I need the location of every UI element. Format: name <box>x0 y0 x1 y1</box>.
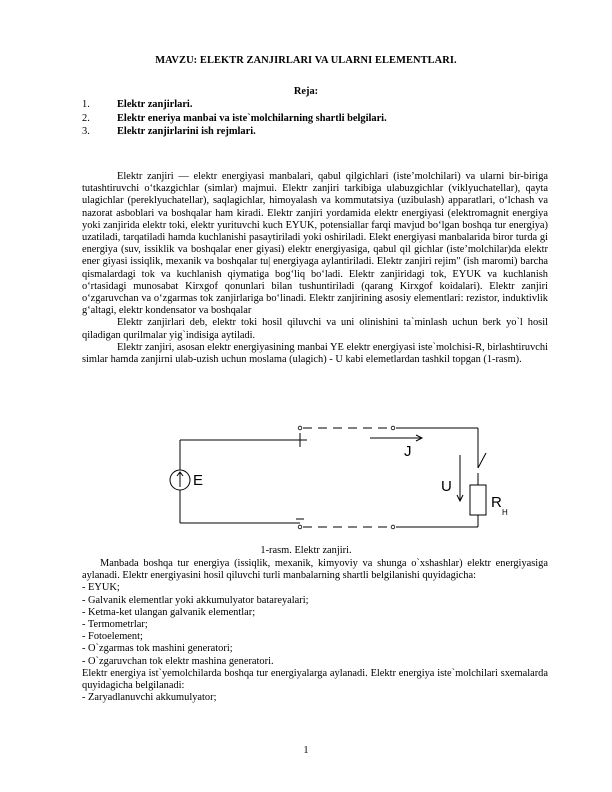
plan-item-number: 1. <box>82 99 90 110</box>
resistor-label: R <box>491 494 502 511</box>
figure-caption: 1-rasm. Elektr zanjiri. <box>260 545 352 556</box>
switch-symbol <box>478 453 486 468</box>
resistor-symbol <box>470 485 486 515</box>
page-number: 1 <box>303 745 309 756</box>
circuit-diagram <box>160 423 510 543</box>
plan-item-number: 3. <box>82 126 90 138</box>
terminal <box>391 525 395 529</box>
plan-item-text: Elektr zanjirlarini ish rejmlari. <box>117 126 256 138</box>
document-title: MAVZU: ELEKTR ZANJIRLARI VA ULARNI ELEMENTLARI. <box>155 55 457 66</box>
source-label: E <box>193 472 204 489</box>
terminal <box>298 426 302 430</box>
terminal <box>391 426 395 430</box>
plan-item <box>82 98 542 112</box>
paragraph: Manbada boshqa tur energiya (issiqlik, mexanik, kimyoviy va shunga o`xshashlar) elektr energiyasiga aylanadi. Elektr energiyasini hosil qiluvchi turli manbalarning shartli belgilanishi quyidagicha: <box>82 558 548 582</box>
list-item: - O`zgarmas tok mashini generatori; <box>82 643 233 655</box>
paragraph: Elektr zanjiri — elektr energiyasi manbalari, qabul qilgichlari (iste’molchilari) va ularni bir-biriga tutashtiruvchi o‘tkazgichlar (simlar) majmui. Elektr zanjiri tarkibiga ulabuzgichlar (viklyuchatellar), qayta ulagichlar (pereklyuchatellar), saqlagichlar, himoyalash va kommutatsiya (uzibulash) apparatlari, o‘lchash va nazorat asboblari va boshqalar ham kiradi. Elektr zanjiri yordamida elektr energiyasi (elektromagnit energiya yoki zanjirida elektr toki, elektr yurituvchi kuch EYUK, potensiallar farqi mavjud bo‘lgan boshqa tur energiya) uzatiladi, tarqatiladi hamda kuchlanishi pasaytiriladi yoki oshiriladi. Elekt energiyasi manbalarida biror turda gi energiya (suv, issiklik va boshqalar ener giyasi) elektr energiyasiga, qabul qil gichlar (iste’molchilar)da elektr ener giyasi issiqlik, mexanik va boshqalar tu| energiyaga aylantiriladi. Elektr zanjiri rejim" (ish maromi) barcha qismalardagi tok va kuchlanish qiymatiga bog‘liq bo‘ladi. Elektr zanjiridagi tok, EYUK va kuchlanish o‘rtasidagi munosabat Kirxgof qonunlari bilan tushuntiriladi (qarang Kirxgof koidalari). Elektr zanjiri o‘zgaruvchan va o‘zgarmas tok zanjirlariga bo‘linadi. Elektr zanjirining asosiy elementlari: rezistor, induktivlik g‘altagi, elektr kondensator va boshqalar <box>82 171 548 317</box>
list-item: - Fotoelement; <box>82 631 143 643</box>
list-item: - Ketma-ket ulangan galvanik elementlar; <box>82 606 256 618</box>
sources-text <box>82 558 548 704</box>
plan-item-text: Elektr zanjirlari. <box>117 99 193 110</box>
plan-heading: Reja: <box>293 86 319 97</box>
list-item: - Termometrlar; <box>82 619 148 631</box>
paragraph: Elektr zanjiri, asosan elektr energiyasining manbai YE elektr energiyasi iste`molchisi-R, birlashtiruvchi simlar hamda zanjirni ulab-uzish uchun moslama (ulagich) - U kabi elemetlardan tashkil topgan (1-rasm). <box>82 341 548 366</box>
plan-item-number: 2. <box>82 112 90 124</box>
current-label: J <box>404 443 412 460</box>
list-item: - Galvanik elementlar yoki akkumulyator batareyalari; <box>82 594 309 606</box>
paragraph: Elektr zanjirlari deb, elektr toki hosil qiluvchi va uni olinishini ta`minlash uchun berk yo`l hosil qiladigan qurilmalar yig`indisiga aytiladi. <box>82 317 548 341</box>
plan-item-text: Elektr eneriya manbai va iste`molchilarning shartli belgilari. <box>117 112 387 124</box>
plan-list <box>82 98 542 139</box>
plan-item <box>82 112 542 126</box>
paragraph: Elektr energiya ist`yemolchilarda boshqa tur energiyalarga aylanadi. Elektr energiya iste`molchilari sxemalarda quyidagicha belgilanadi: <box>82 667 548 692</box>
plan-item <box>82 125 542 139</box>
resistor-subscript: H <box>502 508 508 517</box>
list-item: - Zaryadlanuvchi akkumulyator; <box>82 692 217 704</box>
voltage-label: U <box>441 478 452 495</box>
list-item: - O`zgaruvchan tok elektr mashina generatori. <box>82 655 274 667</box>
main-text <box>82 171 548 366</box>
terminal <box>298 525 302 529</box>
list-item: - EYUK; <box>82 582 120 594</box>
